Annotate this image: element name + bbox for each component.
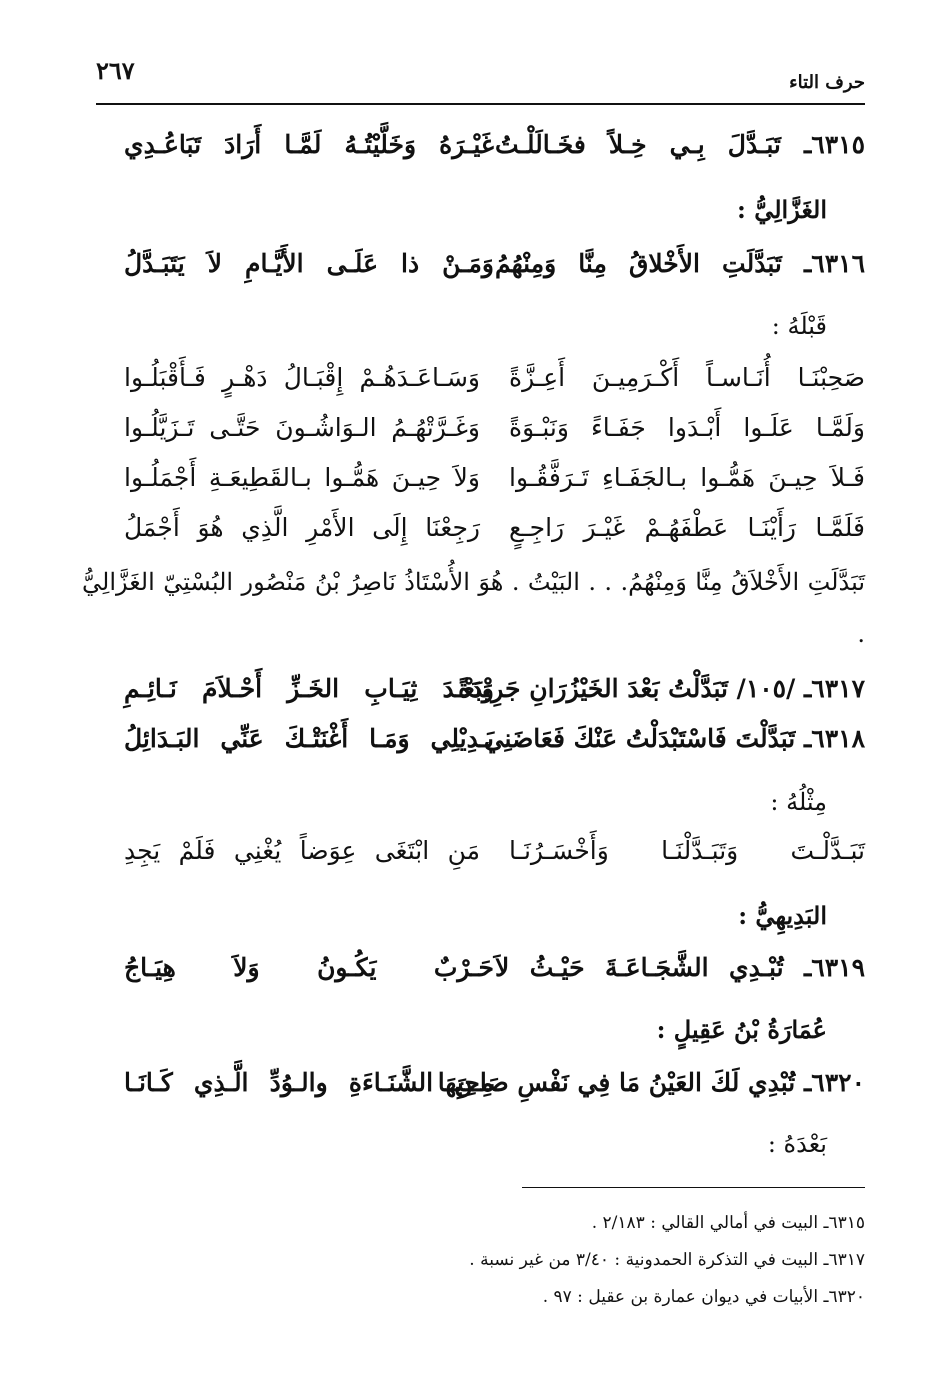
footnote-6320: ٦٣٢٠ـ الأبيات في ديوان عمارة بن عقيل : ٩٧ . bbox=[542, 1287, 865, 1307]
footnote-6315: ٦٣١٥ـ البيت في أمالي القالي : ٢/١٨٣ . bbox=[591, 1213, 865, 1233]
poet-label-umara: عُمَارَةُ بْنُ عَقِيلٍ : bbox=[656, 1015, 827, 1044]
verse-second-hemistich: وَبَعْـدَ ثِيَـابِ الخَـزِّ أَحْـلاَمَ نَـائِـمِ bbox=[124, 674, 494, 703]
verse-line bbox=[124, 355, 865, 401]
verse-first-hemistich: ٦٣١٧ـ /١٠٥/ تَبَدَّلْتُ بَعْدَ الخَيْزُرَانِ جَرِيْدَةً bbox=[458, 674, 865, 703]
verse-second-hemistich: رَجِعْنَا إِلَى الأَمْرِ الَّذِي هُوَ أَجْمَلُ bbox=[124, 513, 480, 542]
verse-second-hemistich: غَيْـرَهُ وَخَلَّيْتُـهُ لَمَّـا أَرَادَ تَبَاعُـدِي bbox=[124, 130, 494, 159]
verse-line bbox=[124, 455, 865, 501]
footnote-6317: ٦٣١٧ـ البيت في التذكرة الحمدونية : ٣/٤٠ من غير نسبة . bbox=[469, 1250, 865, 1270]
verse-second-hemistich: وَسَـاعَـدَهُـمْ إِقْبَـالُ دَهْـرٍ فَـأَقْبَلُـوا bbox=[124, 363, 480, 392]
verse-first-hemistich: ٦٣١٨ـ تَبَدَّلْتَ فَاسْتَبْدَلْتُ عَنْكَ فَعَاضَنِي bbox=[483, 724, 865, 753]
header-rule bbox=[96, 103, 865, 105]
verse-line bbox=[124, 405, 865, 451]
verse-6320 bbox=[124, 1060, 865, 1106]
verse-first-hemistich: ٦٣٢٠ـ تُبْدِي لَكَ العَيْنُ مَا فِي نَفْسِ صَاحِبِهَا bbox=[437, 1068, 865, 1097]
verse-first-hemistich: ٦٣١٩ـ تُبْـدِي الشَّجَـاعَـةَ حَيْـثُ لاَ bbox=[495, 953, 865, 982]
page-number: ٢٦٧ bbox=[96, 56, 135, 85]
verse-second-hemistich: وَلاَ حِيـنَ هَمُّـوا بـالقَطِيعَـةِ أَجْمَلُـوا bbox=[124, 463, 480, 492]
verse-6318 bbox=[124, 716, 865, 762]
verse-second-hemistich: حَـرْبٌ يَكُـونُ وَلاَ هِيَـاجُ bbox=[124, 953, 494, 982]
footnotes bbox=[85, 1205, 865, 1316]
poet-label-ghazzali: الغَزَّالِيُّ : bbox=[737, 195, 827, 224]
verse-first-hemistich: فَـلاَ حِيـنَ هَمُّـوا بـالجَفَـاءِ تَـرَفَّقُـوا bbox=[509, 463, 865, 492]
page-header bbox=[96, 52, 865, 104]
label-badahu: بَعْدَهُ : bbox=[767, 1130, 827, 1158]
verse-first-hemistich: ٦٣١٥ـ تَبَـدَّلَ بِـي خِـلاً فخَـالَلْـتُ bbox=[495, 130, 865, 159]
footnote-rule bbox=[522, 1187, 865, 1188]
verse-first-hemistich: فَلَمَّـا رَأَيْنَـا عَطْفَهُـمْ غَيْـرَ رَاجِـعٍ bbox=[509, 513, 865, 542]
verse-first-hemistich: وَلَمَّـا عَلَـوا أَبْـدَوا جَفَـاءً وَنَبْـوَةً bbox=[509, 413, 865, 442]
verse-6316 bbox=[124, 241, 865, 287]
verse-second-hemistich: مِـنَ الشَّنَـاءَةِ والـوُدِّ الَّـذِي كَـانَـا bbox=[124, 1068, 494, 1097]
verse-first-hemistich: ٦٣١٦ـ تَبَدَّلَتِ الأَخْلاقُ مِنَّا وَمِنْهُمُ bbox=[495, 249, 865, 278]
running-head: حرف التاء bbox=[789, 72, 865, 93]
verse-second-hemistich: وَمَـنْ ذا عَلَـى الأَيَّـامِ لاَ يَتَبَـدَّلُ bbox=[124, 249, 494, 278]
commentary-paragraph: تَبَدَّلَتِ الأَخْلاَقُ مِنَّا وَمِنْهُمُ. . . البَيْتُ . هُوَ الأُسْتَاذُ نَاصِرُ بْنُ مَنْصُور البُسْتِيّ الغَزَّالِيُّ . bbox=[82, 568, 865, 648]
verse-first-hemistich: تَبَـدَّلْـتَ وَتَبَـدَّلْنَـا وَأَخْسَـرُنَـا bbox=[509, 836, 865, 865]
verse-second-hemistich: وَغَـرَّتْهُـمُ الـوَاشُـونَ حَتَّـى تَـزَيَّلُـوا bbox=[124, 413, 480, 442]
poet-label-badihi: البَدِيهِيُّ : bbox=[738, 901, 827, 930]
verse-6319 bbox=[124, 945, 865, 991]
verse-6315 bbox=[124, 122, 865, 168]
verse-6317 bbox=[124, 666, 865, 712]
verse-first-hemistich: صَحِبْنَـا أُنَـاسـاً أَكْـرَمِيـنَ أَعِـزَّةً bbox=[509, 363, 865, 392]
verse-second-hemistich: بَـدِيْلِي وَمَـا أَغْنَتْـكَ عَنِّي البَـدَائِلُ bbox=[124, 724, 494, 753]
label-qablahu: قَبْلَهُ : bbox=[771, 312, 827, 340]
verse-line bbox=[124, 505, 865, 551]
verse-second-hemistich: مَنِ ابْتَغَى عِوَضاً يُغْنِي فَلَمْ يَجِدِ bbox=[124, 836, 480, 865]
verse-line bbox=[124, 828, 865, 874]
label-mithluhu: مِثْلُهُ : bbox=[770, 788, 827, 816]
